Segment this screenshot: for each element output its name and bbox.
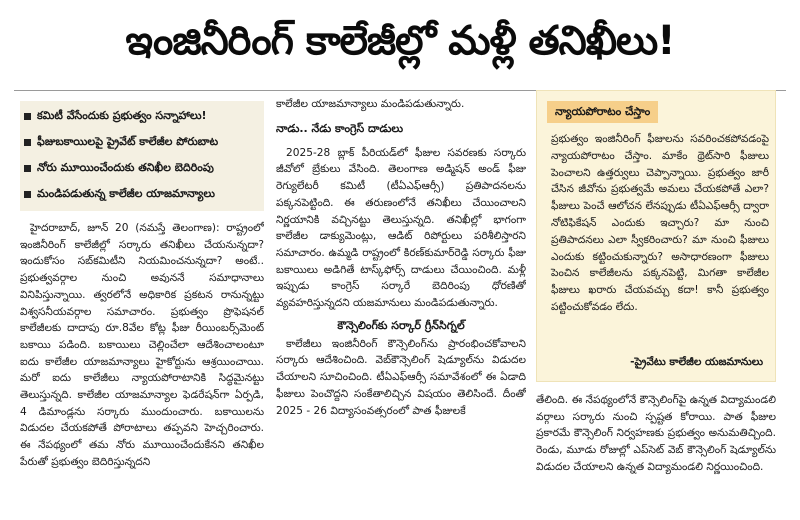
article-column-2 — [276, 96, 526, 516]
highlights-box — [20, 101, 264, 211]
square-bullet-icon — [24, 165, 31, 172]
article-paragraph: 2025-28 బ్లాక్ పీరియడ్‌లో ఫీజుల సవరణకు సర్కారు జీవోలో బ్రేకులు వేసింది. తెలంగాణ అడ్మిషన్ అండ్ ఫీజు రెగ్యులేటరీ కమిటీ (టీఏఎఫ్‌ఆర్సీ) ప్రతిపాదనలను పక్కనపెట్టింది. ఈ తరుణంలోనే తనిఖీలు చేయించాలని నిర్ణయానికి వచ్చినట్టు తెలుస్తున్నది. తనిఖీల్లో భాగంగా కాలేజీల డాక్యుమెంట్లు, ఆడిట్ రిపోర్టులు పరిశీలిస్తారని సమాచారం. ఉమ్మడి రాష్ట్రంలో కిరణ్‌కుమార్‌రెడ్డి సర్కారు ఫీజు బకాయిలు అడిగితే టాస్క్‌ఫోర్స్ దాడులు చేయించింది. మళ్లీ ఇప్పుడు కాంగ్రెస్ సర్కారే బెదిరింపు ధోరణితో వ్యవహరిస్తున్నదని యజమానులు మండిపడుతున్నారు. — [276, 146, 526, 310]
article-paragraph: కాలేజీలు ఇంజినీరింగ్ కౌన్సెలింగ్‌ను ప్రారంభించకోవాలని సర్కారు ఆదేశించింది. వెబ్‌కౌన్సెలింగ్ షెడ్యూల్‌ను విడుదల చేయాలని సూచించింది. టీఏఎఫ్‌ఆర్సీ సమావేశంలో ఈ ఏడాది ఫీజులు పెంచొద్దని సంకేతాలిచ్చిన విషయం తెలిసిందే. దీంతో 2025 - 26 విద్యాసంవత్సరంలో పాత ఫీజులకే — [276, 337, 526, 417]
sidebar-signature: -ప్రైవేటు కాలేజీల యజమానులు — [630, 356, 763, 368]
square-bullet-icon — [24, 113, 31, 120]
highlight-text: నోరు మూయించేందుకు తనిఖీల బెదిరింపు — [37, 161, 214, 174]
highlight-item — [24, 181, 260, 207]
highlight-text: మండిపడుతున్న కాలేజీల యాజమాన్యాలు — [37, 187, 215, 200]
square-bullet-icon — [24, 139, 31, 146]
article-paragraph: తేలింది. ఈ నేపథ్యంలోనే కౌన్సెలింగ్‌పై ఉన్నత విద్యామండలి వర్గాలు సర్కారు నుంచి స్పష్టత కోరాయి. పాత ఫీజుల ప్రకారమే కౌన్సెలింగ్ నిర్వహణకు ప్రభుత్వం అనుమతిచ్చింది. రెండు, మూడు రోజుల్లో ఎప్‌సెట్ వెబ్ కౌన్సెలింగ్ షెడ్యూల్‌ను విడుదల చేయాలని ఉన్నత విద్యామండలి నిర్ణయించింది. — [536, 394, 776, 473]
article-column-3 — [536, 392, 776, 516]
headline: ఇంజినీరింగ్ కాలేజీల్లో మళ్లీ తనిఖీలు! — [125, 18, 675, 64]
section-subheading: కౌన్సెలింగ్‌కు సర్కార్ గ్రీన్‌సిగ్నల్ — [337, 318, 465, 332]
article-paragraph: కాలేజీల యాజమాన్యాలు మండిపడుతున్నారు. — [276, 98, 465, 110]
square-bullet-icon — [24, 191, 31, 198]
highlight-item — [24, 129, 260, 155]
section-subheading: నాడు.. నేడు కాంగ్రెస్ దాడులు — [276, 121, 404, 135]
highlight-item — [24, 103, 260, 129]
highlight-item — [24, 155, 260, 181]
article-column-1 — [20, 220, 264, 516]
sidebar-body: ప్రభుత్వం ఇంజినీరింగ్ ఫీజులను సవరించకపోవడంపై న్యాయపోరాటం చేస్తాం. మాకేం థ్రెట్‌సారి ఫీజులు పెంచాలని ఉత్తర్వులు చెప్పాన్నాయి. ప్రభుత్వం జారీ చేసిన జీవోను ప్రభుత్వమే అమలు చేయకపోతే ఎలా? ఫీజులు పెంచే ఆలోచన లేనప్పుడు టీఏఎఫ్‌ఆర్సీ ద్వారా నోటిఫికేషన్ ఎందుకు ఇచ్చారు? మా నుంచి ప్రతిపాదనలు ఎలా స్వీకరించారు? మా నుంచి ఫీజులు ఎందుకు కట్టించుకున్నారు? అసాధారణంగా ఫీజులు పెంచిన కాలేజీలను పక్కనపెట్టి, మిగతా కాలేజీల ఫీజులు ఖరారు చేయవచ్చు కదా! కానీ ప్రభుత్వం పట్టించుకోవడం లేదు. — [551, 133, 769, 313]
article-paragraph: హైదరాబాద్, జూన్ 20 (నమస్తే తెలంగాణ): రాష్ట్రంలో ఇంజినీరింగ్ కాలేజీల్లో సర్కారు తనిఖీలు చేయనున్నదా? ఇందుకోసం సబ్‌కమిటీని నియమించనున్నదా? అంటే.. ప్రభుత్వవర్గాల నుంచి అవుననే సమాధానాలు వినిపిస్తున్నాయి. త్వరలోనే అధికారిక ప్రకటన రానున్నట్టు విశ్వసనీయవర్గాల సమాచారం. ప్రభుత్వం ప్రొఫెషనల్ కాలేజీలకు దాదాపు రూ.8వేల కోట్ల ఫీజు రీయింబర్స్‌మెంట్ బకాయి పడింది. బకాయిలు చెల్లించేలా ఆదేశించాలంటూ ఐదు కాలేజీల యాజమాన్యాలు హైకోర్టును ఆశ్రయించాయి. మరో ఐదు కాలేజీలు న్యాయపోరాటానికి సిద్ధమైనట్టు తెలుస్తున్నది. కాలేజీల యాజమాన్యాల ఫెడరేషన్‌గా ఏర్పడి, 4 డిమాండ్లను సర్కారు ముందుంచారు. బకాయిలను విడుదల చేయకపోతే పోరాటాలు తప్పవని హెచ్చరించారు. ఈ నేపథ్యంలో తమ నోరు మూయించేందుకేనని తనిఖీల పేరుతో ప్రభుత్వం బెదిరిస్తున్నదని — [20, 222, 264, 468]
highlight-text: ఫీజుబకాయిలపై ప్రైవేట్ కాలేజీల పోరుబాట — [37, 135, 219, 148]
quote-sidebar — [536, 90, 776, 382]
highlight-text: కమిటీ వేసేందుకు ప్రభుత్వం సన్నాహాలు! — [37, 109, 207, 122]
sidebar-heading: న్యాయపోరాటం చేస్తాం — [547, 101, 658, 123]
